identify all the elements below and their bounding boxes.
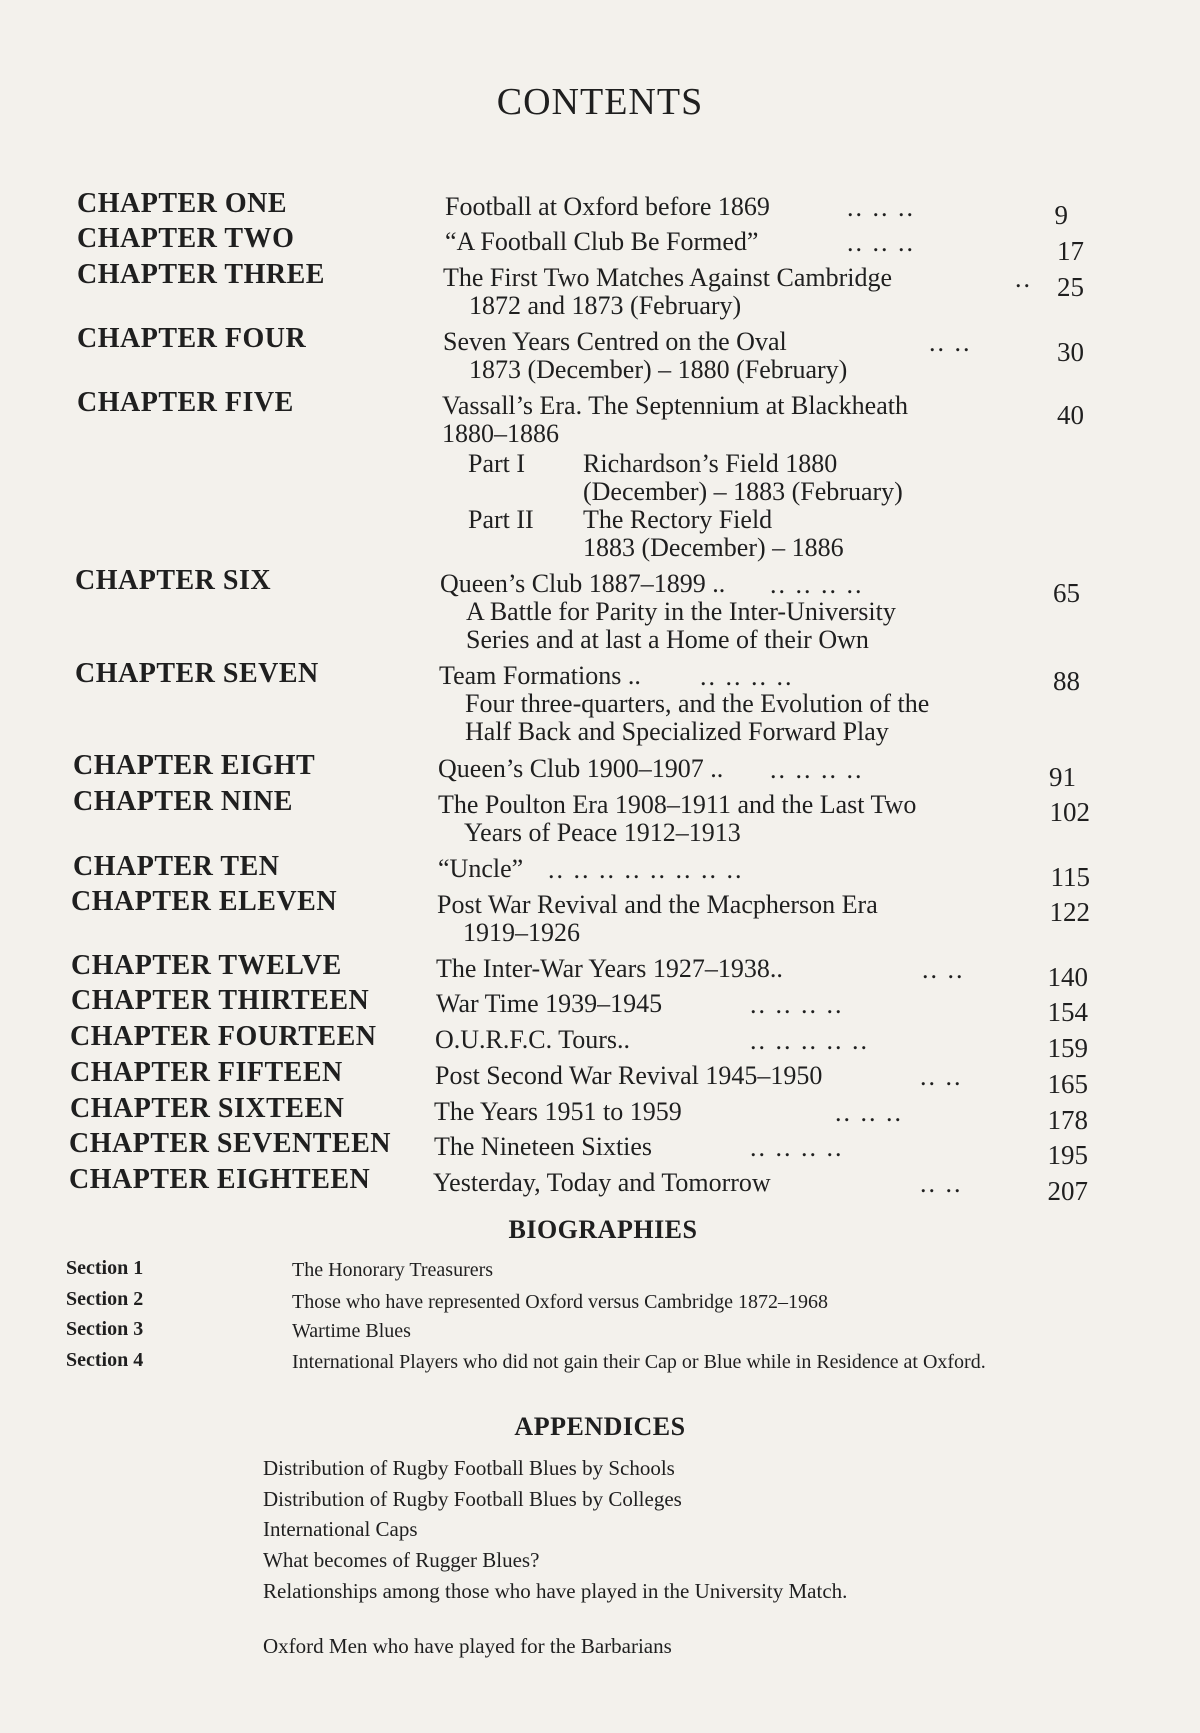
- part-label: Part I: [468, 449, 526, 478]
- section-label: Section 4: [66, 1349, 144, 1371]
- page-number: 30: [1057, 337, 1084, 367]
- chapter-label: CHAPTER FOUR: [77, 323, 307, 354]
- chapter-title-line: Football at Oxford before 1869: [445, 192, 770, 221]
- chapter-title: [437, 891, 878, 947]
- page-number: 91: [1049, 762, 1076, 792]
- page-number: 178: [1047, 1105, 1088, 1135]
- chapter-title-line: Post War Revival and the Macpherson Era: [437, 890, 878, 919]
- page-number: 115: [1050, 862, 1090, 892]
- dot-leader: .. ..: [920, 1169, 963, 1198]
- chapter-subtitle-line: Years of Peace 1912–1913: [464, 818, 741, 847]
- chapter-label: CHAPTER ONE: [77, 188, 288, 219]
- chapter-subtitle-line: Series and at last a Home of their Own: [466, 625, 869, 654]
- chapter-subtitle-line: 1872 and 1873 (February): [469, 291, 742, 320]
- chapter-title-line: The Poulton Era 1908–1911 and the Last Two: [438, 790, 917, 819]
- page-number: 140: [1047, 962, 1088, 992]
- chapter-title-line: The Inter-War Years 1927–1938..: [436, 954, 783, 983]
- section-text: Those who have represented Oxford versus Cambridge 1872–1968: [292, 1291, 828, 1313]
- chapter-title-line: The Years 1951 to 1959: [434, 1097, 682, 1126]
- section-text: The Honorary Treasurers: [292, 1259, 494, 1281]
- part-text: The Rectory Field 1883 (December) – 1886: [583, 505, 844, 562]
- page-number: 195: [1047, 1140, 1088, 1170]
- chapter-title-line: The Nineteen Sixties: [434, 1132, 653, 1161]
- page-title: CONTENTS: [496, 81, 704, 123]
- biographies-heading: BIOGRAPHIES: [508, 1215, 698, 1244]
- dot-leader: .. ..: [922, 955, 965, 984]
- appendix-item: Distribution of Rugby Football Blues by Colleges: [263, 1487, 682, 1511]
- chapter-label: CHAPTER SIXTEEN: [70, 1093, 345, 1124]
- section-text: International Players who did not gain their Cap or Blue while in Residence at Oxford.: [292, 1351, 986, 1373]
- chapter-title-line: Queen’s Club 1887–1899 ..: [440, 569, 726, 598]
- chapter-subtitle-line: 1873 (December) – 1880 (February): [469, 355, 848, 384]
- chapter-label: CHAPTER SIX: [75, 565, 272, 596]
- appendices-heading: APPENDICES: [514, 1412, 686, 1441]
- page-number: 207: [1047, 1176, 1088, 1206]
- chapter-title: [434, 1133, 652, 1161]
- chapter-title-line: Team Formations ..: [439, 661, 641, 690]
- page-number: 154: [1047, 997, 1088, 1027]
- page-number: 122: [1049, 897, 1090, 927]
- chapter-subtitle-line: A Battle for Parity in the Inter-University: [466, 597, 896, 626]
- chapter-label: CHAPTER FIFTEEN: [70, 1057, 343, 1088]
- chapter-title-line: Seven Years Centred on the Oval: [443, 327, 787, 356]
- chapter-label: CHAPTER NINE: [73, 786, 293, 817]
- chapter-subtitle-line: 1880–1886: [442, 419, 559, 448]
- chapter-title-line: The First Two Matches Against Cambridge: [443, 263, 893, 292]
- section-label: Section 2: [66, 1288, 144, 1310]
- chapter-label: CHAPTER EIGHTEEN: [69, 1164, 371, 1195]
- appendix-item: What becomes of Rugger Blues?: [263, 1548, 540, 1572]
- dot-leader: .. .. .. ..: [750, 1133, 844, 1162]
- chapter-title: [445, 228, 758, 256]
- chapter-title: [435, 1062, 822, 1090]
- chapter-label: CHAPTER TWELVE: [71, 950, 342, 981]
- dot-leader: .. .. .. ..: [770, 570, 864, 599]
- dot-leader: .. .. ..: [847, 193, 915, 222]
- chapter-title-line: Vassall’s Era. The Septennium at Blackheath: [442, 391, 908, 420]
- chapter-title: [434, 1098, 682, 1126]
- chapter-title: [438, 755, 723, 783]
- chapter-title-line: “Uncle”: [438, 854, 524, 883]
- chapter-label: CHAPTER SEVEN: [75, 658, 319, 689]
- appendix-item: Relationships among those who have played in the University Match.: [263, 1579, 848, 1603]
- dot-leader: .. .. .. ..: [750, 990, 844, 1019]
- page-number: 17: [1057, 236, 1084, 266]
- chapter-title: [435, 1026, 630, 1054]
- chapter-label: CHAPTER TEN: [73, 851, 280, 882]
- part-label: Part II: [468, 505, 534, 534]
- dot-leader: .. .. .. .. .. .. .. ..: [548, 855, 744, 884]
- chapter-title: [443, 328, 847, 384]
- chapter-title: [438, 855, 523, 883]
- chapter-parts: [468, 450, 1028, 562]
- dot-leader: .. .. .. ..: [770, 755, 864, 784]
- chapter-title-line: War Time 1939–1945: [436, 989, 663, 1018]
- chapter-label: CHAPTER ELEVEN: [71, 886, 338, 917]
- chapter-title: [438, 791, 916, 847]
- section-label: Section 3: [66, 1318, 144, 1340]
- chapter-title: [439, 662, 929, 746]
- chapter-title: [436, 990, 662, 1018]
- chapter-label: CHAPTER FIVE: [77, 387, 294, 418]
- appendix-item: International Caps: [263, 1517, 418, 1541]
- part-row: [468, 506, 1028, 562]
- section-text: Wartime Blues: [292, 1320, 411, 1342]
- page-number: 159: [1047, 1033, 1088, 1063]
- chapter-title-line: O.U.R.F.C. Tours..: [435, 1025, 630, 1054]
- page-number: 9: [1054, 200, 1068, 230]
- part-text: Richardson’s Field 1880 (December) – 1883 (February): [583, 449, 903, 506]
- chapter-title-line: Post Second War Revival 1945–1950: [435, 1061, 823, 1090]
- chapter-label: CHAPTER THIRTEEN: [71, 985, 370, 1016]
- appendix-item: Oxford Men who have played for the Barbarians: [263, 1634, 672, 1658]
- chapter-subtitle-line: 1919–1926: [463, 918, 580, 947]
- chapter-title: [445, 193, 770, 221]
- chapter-title-line: Queen’s Club 1900–1907 ..: [438, 754, 724, 783]
- chapter-subtitle-line: Half Back and Specialized Forward Play: [465, 717, 889, 746]
- page-number: 65: [1053, 578, 1080, 608]
- page-number: 88: [1053, 666, 1080, 696]
- dot-leader: .. .. ..: [847, 228, 915, 257]
- chapter-title: [442, 392, 908, 448]
- chapter-title-line: Yesterday, Today and Tomorrow: [433, 1168, 771, 1197]
- chapter-title-line: “A Football Club Be Formed”: [445, 227, 759, 256]
- chapter-label: CHAPTER SEVENTEEN: [69, 1128, 392, 1159]
- dot-leader: .. .. .. .. ..: [750, 1026, 869, 1055]
- dot-leader: .. .. ..: [835, 1098, 903, 1127]
- chapter-label: CHAPTER FOURTEEN: [70, 1021, 377, 1052]
- chapter-title: [443, 264, 892, 320]
- page-number: 165: [1047, 1069, 1088, 1099]
- part-row: [468, 450, 1028, 506]
- chapter-title: [436, 955, 783, 983]
- appendix-item: Distribution of Rugby Football Blues by Schools: [263, 1456, 675, 1480]
- chapter-label: CHAPTER TWO: [77, 223, 295, 254]
- dot-leader: .. ..: [920, 1062, 963, 1091]
- dot-leader: .. .. .. ..: [700, 662, 794, 691]
- chapter-label: CHAPTER EIGHT: [73, 750, 316, 781]
- chapter-label: CHAPTER THREE: [77, 259, 325, 290]
- dot-leader: .. ..: [929, 328, 972, 357]
- page-number: 25: [1057, 272, 1084, 302]
- chapter-title: [433, 1169, 771, 1197]
- dot-leader: ..: [1015, 264, 1032, 293]
- chapter-subtitle-line: Four three-quarters, and the Evolution of the: [465, 689, 930, 718]
- page-number: 40: [1057, 400, 1084, 430]
- page-number: 102: [1049, 797, 1090, 827]
- section-label: Section 1: [66, 1257, 144, 1279]
